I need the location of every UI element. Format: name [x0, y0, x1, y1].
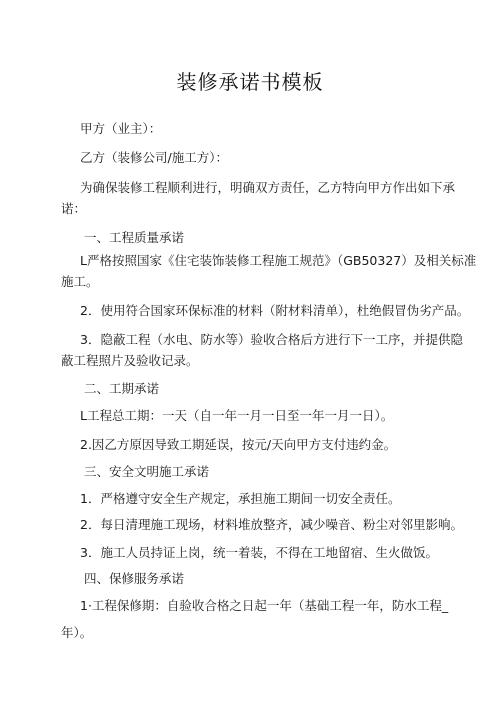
section-2-item-1: L工程总工期：一天（自一年一月一日至一年一月一日）。 [80, 408, 394, 423]
section-1-item-1-line-2: 施工。 [61, 274, 99, 289]
section-3-heading: 三、安全文明施工承诺 [84, 464, 210, 479]
section-1-item-2: 2．使用符合国家环保标准的材料（附材料清单），杜绝假冒伪劣产品。 [80, 303, 470, 318]
section-3-item-1: 1．严格遵守安全生产规定，承担施工期间一切安全责任。 [80, 491, 401, 506]
party-b-line: 乙方（装修公司/施工方）： [80, 150, 228, 165]
intro-line-1: 为确保装修工程顺利进行，明确双方责任，乙方特向甲方作出如下承 [80, 180, 456, 195]
section-2-heading: 二、工期承诺 [84, 381, 160, 396]
section-3-item-2: 2．每日清理施工现场，材料堆放整齐，减少噪音、粉尘对邻里影响。 [80, 517, 463, 532]
section-4-item-1-line-2: 年）。 [61, 625, 93, 640]
section-2-item-2: 2.因乙方原因导致工期延误，按元/天向甲方支付违约金。 [80, 437, 397, 452]
section-1-item-1-line-1: L严格按照国家《住宅装饰装修工程施工规范》（GB50327）及相关标准 [80, 253, 477, 268]
section-1-item-3-line-2: 蔽工程照片及验收记录。 [61, 353, 199, 368]
section-1-item-3-line-1: 3．隐蔽工程（水电、防水等）验收合格后方进行下一工序，并提供隐 [80, 332, 463, 347]
party-a-line: 甲方（业主）： [80, 121, 162, 136]
section-4-item-1-line-1: 1·工程保修期：自验收合格之日起一年（基础工程一年，防水工程_ [80, 598, 449, 613]
section-1-heading: 一、工程质量承诺 [84, 230, 185, 245]
intro-line-2: 诺： [61, 201, 87, 216]
document-title: 装修承诺书模板 [176, 70, 324, 94]
section-3-item-3: 3．施工人员持证上岗，统一着装，不得在工地留宿、生火做饭。 [80, 545, 438, 560]
section-4-heading: 四、保修服务承诺 [84, 571, 185, 586]
